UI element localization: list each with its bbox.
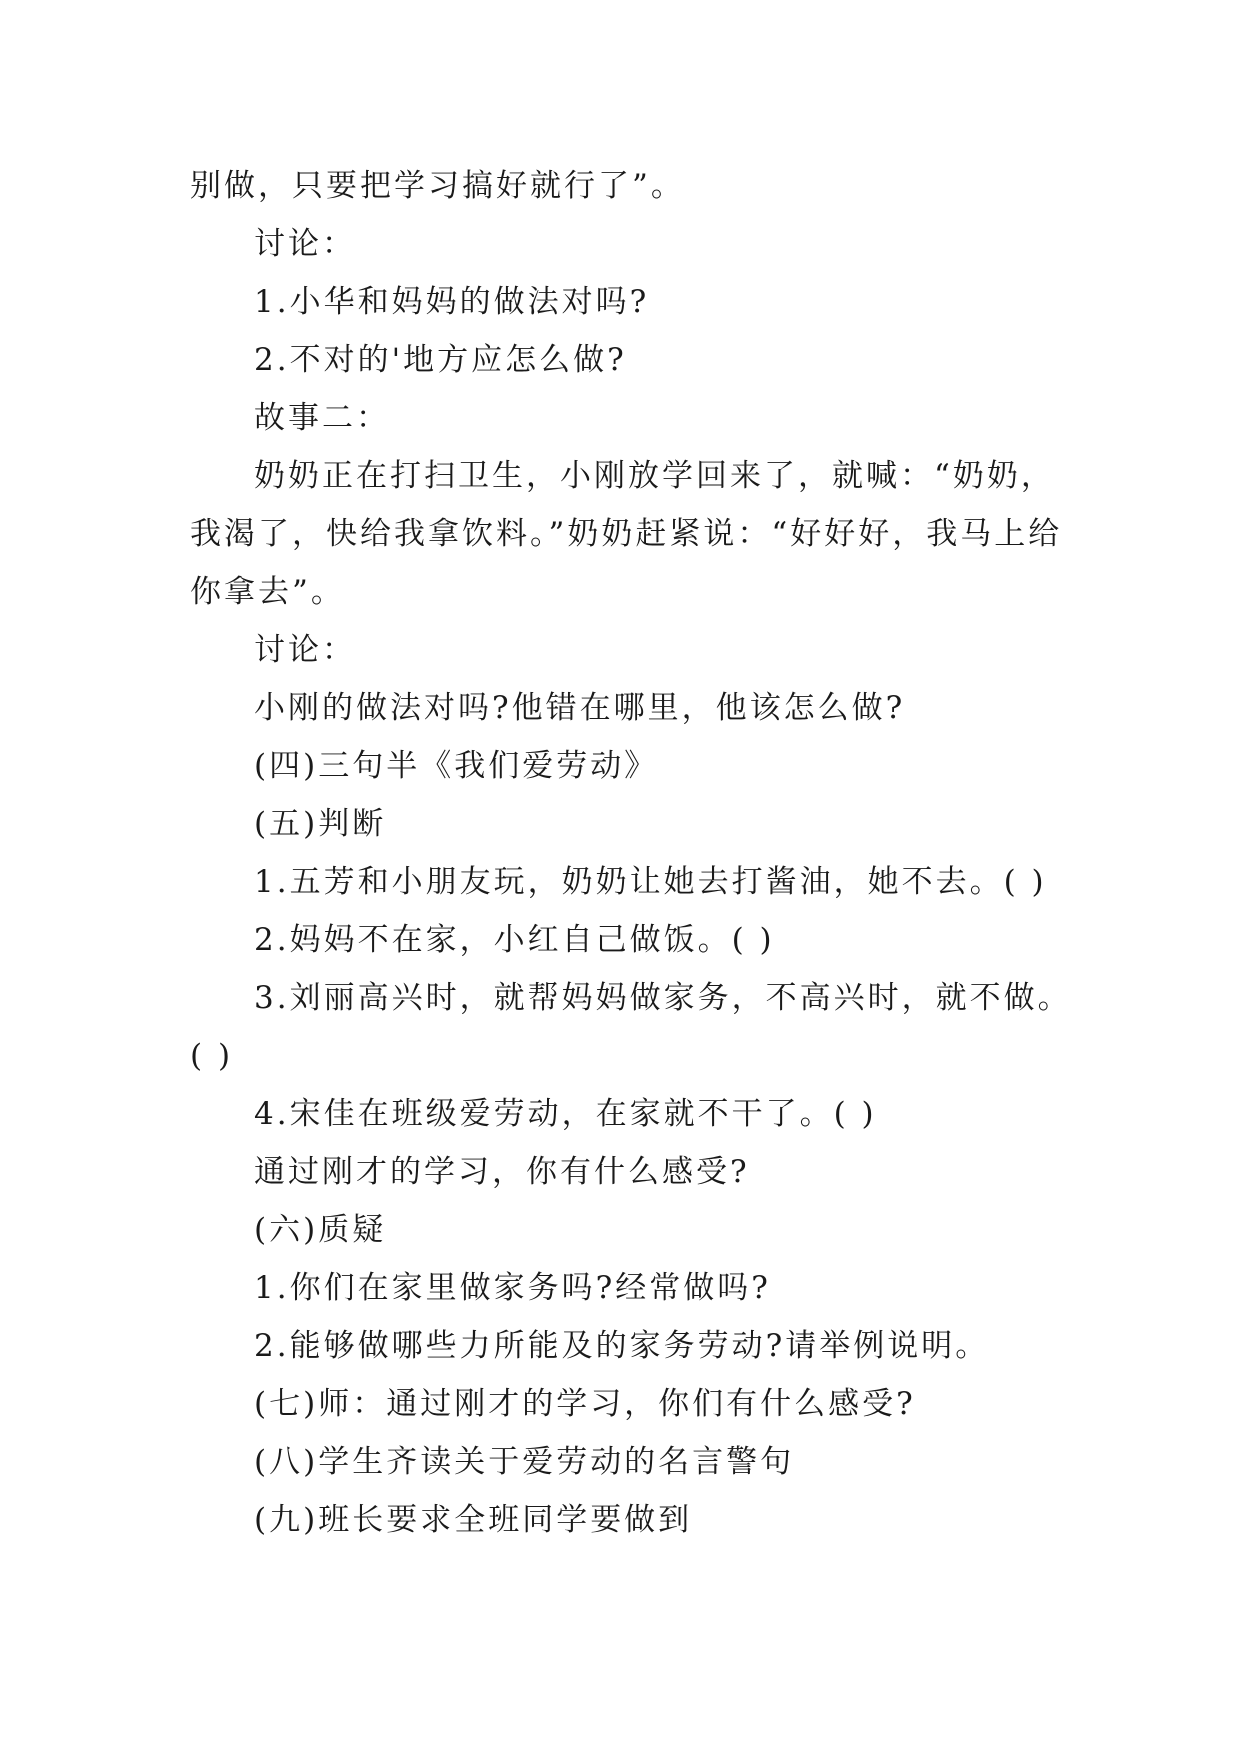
text-line: 别做，只要把学习搞好就行了”。: [190, 168, 685, 204]
text-line: (八)学生齐读关于爱劳动的名言警句: [254, 1444, 795, 1480]
text-line: 奶奶正在打扫卫生，小刚放学回来了，就喊：“奶奶，: [254, 458, 1055, 494]
text-line: 讨论：: [254, 632, 356, 668]
text-line: 3.刘丽高兴时，就帮妈妈做家务，不高兴时，就不做。: [254, 980, 1072, 1016]
text-line: 4.宋佳在班级爱劳动，在家就不干了。( ): [254, 1096, 877, 1132]
text-line: (七)师：通过刚才的学习，你们有什么感受?: [254, 1386, 916, 1422]
text-line: 你拿去”。: [190, 574, 345, 610]
text-line: 1.你们在家里做家务吗?经常做吗?: [254, 1270, 771, 1306]
text-line: 故事二：: [254, 400, 390, 436]
text-line: (四)三句半《我们爱劳动》: [254, 748, 659, 784]
text-line: ( ): [190, 1038, 234, 1074]
text-line: 1.五芳和小朋友玩，奶奶让她去打酱油，她不去。( ): [254, 864, 1047, 900]
text-line: 讨论：: [254, 226, 356, 262]
text-line: 通过刚才的学习，你有什么感受?: [254, 1154, 750, 1190]
text-line: 小刚的做法对吗?他错在哪里，他该怎么做?: [254, 690, 906, 726]
text-line: (九)班长要求全班同学要做到: [254, 1502, 693, 1538]
text-line: 2.能够做哪些力所能及的家务劳动?请举例说明。: [254, 1328, 990, 1364]
text-line: 2.不对的'地方应怎么做?: [254, 342, 627, 378]
text-line: 我渴了，快给我拿饮料。”奶奶赶紧说：“好好好，我马上给: [190, 516, 1063, 552]
text-line: 2.妈妈不在家，小红自己做饭。( ): [254, 922, 775, 958]
text-line: (六)质疑: [254, 1212, 387, 1248]
text-line: 1.小华和妈妈的做法对吗?: [254, 284, 650, 320]
text-line: (五)判断: [254, 806, 387, 842]
